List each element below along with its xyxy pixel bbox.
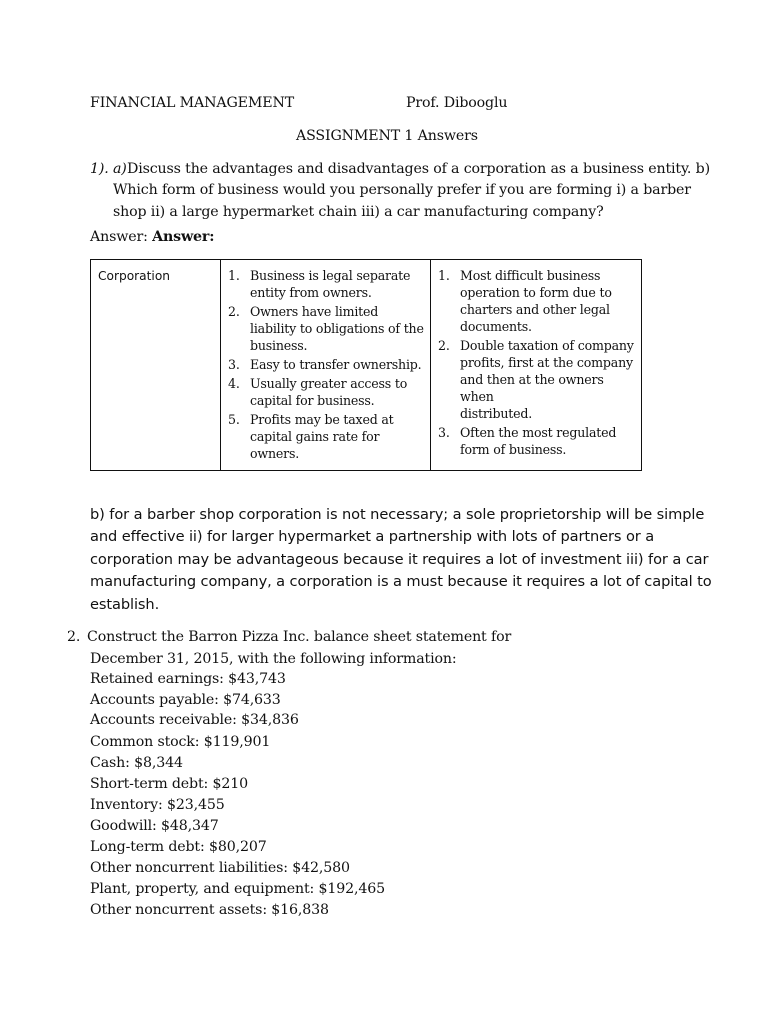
corporation-label: Corporation — [98, 269, 170, 283]
list-item: Accounts payable: $74,633 — [90, 692, 281, 708]
q2-items — [90, 671, 490, 923]
list-item-text: form of business. — [460, 442, 567, 457]
list-item-number: 4. — [228, 376, 240, 391]
list-item-number: 3. — [228, 357, 240, 372]
list-item-text: and then at the owners when — [460, 372, 604, 404]
advantages-list — [221, 260, 430, 462]
q2-number: 2. — [67, 629, 81, 645]
q1-line-2: Which form of business would you personally prefer if you are forming i) a barber — [113, 182, 691, 198]
q1-line-1: Discuss the advantages and disadvantages of a corporation as a business entity. b) — [127, 161, 710, 177]
q1-number: 1). a) — [90, 161, 127, 177]
list-item-text: Often the most regulated — [460, 425, 617, 440]
list-item: Long-term debt: $80,207 — [90, 839, 267, 855]
part-b-line: manufacturing company, a corporation is a must because it requires a lot of capital to — [90, 573, 712, 590]
answer-prefix: Answer: — [90, 229, 148, 245]
list-item: Inventory: $23,455 — [90, 797, 225, 813]
list-item-text: Usually greater access to — [250, 376, 408, 391]
list-item-text: documents. — [460, 319, 532, 334]
disadvantages-list — [431, 260, 641, 458]
list-item — [431, 267, 635, 335]
list-item-text: Double taxation of company — [460, 338, 634, 353]
list-item-text: Profits may be taxed at — [250, 412, 394, 427]
list-item: Other noncurrent liabilities: $42,580 — [90, 860, 350, 876]
list-item — [221, 375, 424, 409]
list-item-text: entity from owners. — [250, 285, 372, 300]
list-item-number: 3. — [438, 425, 450, 440]
q2-intro-2: December 31, 2015, with the following information: — [90, 651, 457, 667]
list-item: Goodwill: $48,347 — [90, 818, 219, 834]
part-b-line: establish. — [90, 596, 160, 613]
course-title: FINANCIAL MANAGEMENT — [90, 95, 295, 111]
list-item: Short-term debt: $210 — [90, 776, 249, 792]
answer-bold: Answer: — [152, 229, 215, 245]
part-b-line: corporation may be advantageous because it requires a lot of investment iii) for a car — [90, 551, 709, 568]
list-item-number: 2. — [438, 338, 450, 353]
list-item-number: 1. — [438, 268, 450, 283]
list-item-text: Easy to transfer ownership. — [250, 357, 422, 372]
list-item-text: operation to form due to — [460, 285, 612, 300]
list-item-number: 5. — [228, 412, 240, 427]
list-item — [431, 337, 635, 422]
list-item-text: capital gains rate for — [250, 429, 380, 444]
list-item-text: Owners have limited — [250, 304, 379, 319]
list-item: Cash: $8,344 — [90, 755, 183, 771]
list-item-number: 2. — [228, 304, 240, 319]
answer-label — [90, 229, 214, 245]
list-item-text: distributed. — [460, 406, 533, 421]
list-item-text: profits, first at the company — [460, 355, 633, 370]
advantages-cell — [221, 260, 431, 471]
part-b-line: b) for a barber shop corporation is not necessary; a sole proprietorship will be simple — [90, 506, 705, 523]
list-item-text: business. — [250, 338, 308, 353]
list-item — [221, 356, 424, 373]
list-item-text: charters and other legal — [460, 302, 610, 317]
disadvantages-cell — [431, 260, 642, 471]
list-item — [221, 267, 424, 301]
list-item — [221, 411, 424, 462]
list-item-text: Business is legal separate — [250, 268, 411, 283]
table-row — [91, 260, 642, 471]
professor-name: Prof. Dibooglu — [406, 95, 508, 111]
q2-intro-1: Construct the Barron Pizza Inc. balance sheet statement for — [87, 629, 512, 645]
assignment-title: ASSIGNMENT 1 Answers — [296, 128, 478, 144]
list-item — [431, 424, 635, 458]
list-item-text: owners. — [250, 446, 300, 461]
list-item-text: capital for business. — [250, 393, 375, 408]
corporation-label-cell — [91, 260, 221, 471]
list-item: Common stock: $119,901 — [90, 734, 271, 750]
corporation-table — [90, 259, 642, 471]
list-item: Other noncurrent assets: $16,838 — [90, 902, 329, 918]
list-item — [221, 303, 424, 354]
q1-line-3: shop ii) a large hypermarket chain iii) a car manufacturing company? — [113, 204, 604, 220]
list-item-text: Most difficult business — [460, 268, 601, 283]
list-item: Retained earnings: $43,743 — [90, 671, 286, 687]
list-item-text: liability to obligations of the — [250, 321, 424, 336]
list-item: Plant, property, and equipment: $192,465 — [90, 881, 386, 897]
list-item-number: 1. — [228, 268, 240, 283]
part-b-line: and effective ii) for larger hypermarket a partnership with lots of partners or a — [90, 528, 655, 545]
list-item: Accounts receivable: $34,836 — [90, 712, 299, 728]
part-b-answer — [90, 506, 710, 621]
